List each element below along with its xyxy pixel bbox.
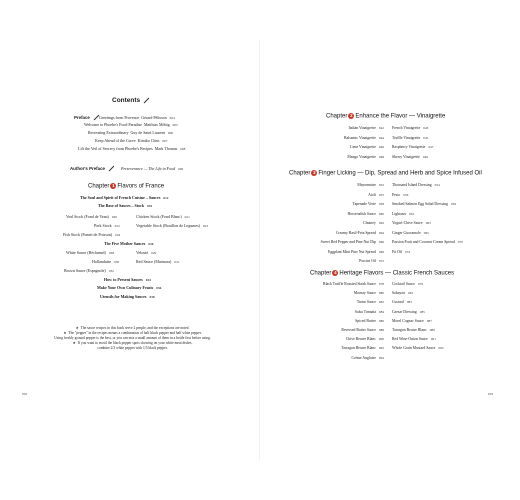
page-ref: 009 [178,167,184,171]
toc-item[interactable] [348,126,384,131]
toc-title: Creamy Basil-Feta Spread [335,230,376,235]
star-icon: ★ [63,331,67,335]
page-ref: 069 [378,249,384,254]
toc-item[interactable] [368,193,384,198]
contents-title-text: Contents [112,97,141,104]
page-ref: 080 [378,291,384,296]
toc-title: Sherry Vinaigrette [392,154,420,159]
page-ref: 048 [378,154,384,159]
contents-title [112,97,150,104]
page-ref: 070 [457,240,463,244]
page-ref: 086 [378,318,384,323]
page-ref: 008 [180,147,186,151]
page-ref: 088 [378,328,384,332]
toc-title: Salsa Tonnata [354,309,376,314]
toc-item[interactable] [341,328,384,333]
page-ref: 084 [378,309,384,314]
toc-item[interactable] [328,250,384,255]
author-preface-label [70,166,115,171]
preface-item[interactable] [84,122,178,128]
page-ref: 065 [423,230,429,235]
toc-title: The Five Mother Sauces [104,241,146,246]
page-ref: 083 [406,300,412,305]
toc-item[interactable] [392,145,433,150]
toc-item[interactable] [354,291,384,296]
page-ref: 016 [147,204,153,208]
toc-item[interactable] [344,136,384,141]
page-ref: 055 [378,192,384,197]
toc-item[interactable] [392,126,428,131]
page-ref: 026 [148,242,154,246]
toc-title: Caesar Dressing [392,309,417,314]
toc-item[interactable] [392,183,440,188]
page-ref: 062 [378,221,384,225]
toc-item[interactable] [392,300,412,305]
author-preface-title: Perseverance — The Life in Food [121,166,176,171]
page-ref: 036 [156,286,162,290]
toc-item[interactable] [355,310,384,315]
page-ref: 090 [378,337,384,342]
toc-item[interactable] [94,223,120,229]
toc-title: Yogurt-Chive Sauce [392,221,423,225]
page-ref: 021 [184,215,190,219]
page-ref: 054 [434,183,440,187]
toc-title: Whole Grain Mustard Sauce [392,346,436,351]
page-ref: 045 [423,135,429,140]
toc-title: Red Sauce (Marinara) [136,259,172,264]
toc-title: Morel Cognac Sauce [392,318,424,323]
page-ref: 007 [162,139,168,143]
page-ref: 049 [422,154,428,159]
page-ref: 052 [378,183,384,187]
toc-item[interactable] [357,183,384,188]
page-ref: 093 [438,346,444,351]
toc-title: Chutney [363,221,376,225]
chapter-prefix: Chapter [88,183,110,190]
page-ref: 044 [378,135,384,140]
toc-item[interactable] [63,232,120,238]
star-icon: ★ [72,341,76,345]
toc-title: Red Wine-Onion Sauce [392,337,428,342]
toc-item[interactable] [392,136,428,141]
page-ref: 058 [378,202,384,206]
toc-item[interactable] [392,212,414,217]
toc-title: Sweet Red Pepper and Pine Nut Dip [320,240,376,244]
toc-item[interactable] [392,202,456,207]
toc-item[interactable] [348,212,384,217]
note-text: Using freshly ground pepper is the best, or you can mix a small amount of them in a bottle first before using. [54,336,211,340]
page-ref: 085 [419,309,425,314]
preface-item[interactable] [78,146,185,152]
page-ref: 089 [429,328,435,332]
toc-item[interactable] [359,259,384,264]
page-number-left: 002 [22,392,28,396]
preface-title: Greetings from Provence [99,115,140,120]
page-ref: 072 [378,259,384,263]
page-ref: 059 [450,202,456,206]
toc-title: Tapenade Verte [352,202,376,206]
notes-block [40,326,225,351]
preface-author: Matthias Möbig [143,122,170,127]
toc-title: Pork Stock [94,223,112,228]
toc-item[interactable] [357,300,384,305]
toc-title: The Soul and Spirit of French Cuisine – Sauces [80,195,161,200]
toc-item[interactable] [136,250,156,256]
chapter-prefix: Chapter [310,270,332,277]
toc-item[interactable] [392,328,435,333]
note-text: The sauce recipes in this book serve 2 people, and the exceptions are noted. [80,326,190,330]
page-number-right: 003 [488,392,494,396]
right-page [260,0,520,500]
toc-item[interactable] [341,346,384,351]
toc-title: Pesto [392,192,401,197]
preface-title: Welcome to Phoebe's Food Paradise [84,122,142,127]
toc-item[interactable] [392,193,408,198]
toc-title: Mayonnaise [357,183,376,187]
preface-item[interactable] [95,138,167,144]
toc-item[interactable] [350,145,384,150]
toc-title: Passion Fruit and Coconut Cream Spread [392,240,455,244]
page-ref: 091 [430,337,436,342]
chapter-3-heading [289,170,482,177]
page-ref: 094 [378,355,384,360]
author-preface-label-text: Author's Preface [70,166,105,171]
page-ref: 006 [167,131,173,135]
chapter-title: Finger Licking — Dip, Spread and Herb and Spice Infused Oil [318,170,482,177]
page-ref: 081 [408,291,414,296]
toc-title: French Vinaigrette [392,126,421,130]
toc-item[interactable] [104,277,151,283]
star-icon: ★ [75,326,79,330]
preface-author: Kimiko Chen [137,138,160,143]
toc-title: Reversed Butter Sauce [341,328,376,332]
note-line [40,346,225,351]
toc-title: Sabayon [392,291,406,296]
toc-item[interactable] [66,250,114,256]
toc-title: Balsamic Vinaigrette [344,135,376,140]
toc-item[interactable] [136,259,179,265]
toc-title: Velouté [136,250,149,255]
toc-item[interactable] [352,356,384,361]
toc-item[interactable] [98,203,152,209]
toc-item[interactable] [100,294,155,300]
preface-author: Guy de Saint Laurent [130,130,165,135]
page-ref: 034 [145,278,151,282]
toc-item[interactable] [392,250,410,255]
toc-item[interactable] [392,310,425,315]
page-ref: 004 [169,116,175,120]
toc-item[interactable] [336,231,384,236]
preface-author: Gérard Pélisson [141,115,167,120]
toc-title: Lightaser [392,211,407,216]
toc-item[interactable] [392,346,443,351]
toc-title: Mornay Sauce [353,291,376,296]
author-preface-item[interactable] [121,166,183,172]
page-ref: 047 [428,145,434,150]
toc-title: Raspberry Vinaigrette [392,145,426,150]
chapter-4-heading [310,270,454,277]
toc-title: Fish Stock (Fumet de Poisson) [63,232,113,237]
chapter-title: Flavors of France [117,183,165,190]
toc-title: Spiced Butter [355,318,376,323]
page-ref: 020 [111,215,117,219]
page-ref: 032 [108,269,114,273]
toc-item[interactable] [392,319,432,324]
toc-title: Make Your Own Culinary Feasts [97,285,154,290]
chapter-prefix: Chapter [289,170,311,177]
toc-item[interactable] [392,282,423,287]
toc-item[interactable] [346,337,384,342]
toc-title: Tarragon Beurre Blanc [341,346,376,351]
page-ref: 023 [202,224,209,228]
toc-item[interactable] [97,285,161,291]
toc-title: Black Truffle Roasted Steak Sauce [323,282,376,286]
pen-icon [144,97,150,103]
chapter-number-badge: 2 [350,113,353,118]
toc-title: Utensils for Making Sauces [100,294,147,299]
page-ref: 074 [405,249,411,254]
page-ref: 030 [114,260,120,264]
preface-item[interactable] [88,130,173,136]
preface-title: Lift the Veil of Secrecy from Phoebe's Recipes [78,146,153,151]
page-ref: 066 [378,240,384,244]
note-text: If you want to avoid the black pepper spots showing on your white meat dishes, [77,341,193,345]
toc-item[interactable] [136,214,190,220]
toc-title: White Sauce (Béchamel) [66,250,106,255]
page-ref: 022 [114,224,120,228]
toc-title: Eggplant Mint Pine Nut Spread [328,249,376,254]
page-ref: 064 [378,230,384,235]
chapter-1-heading [88,183,164,190]
page-ref: 092 [378,346,384,351]
preface-label-text: Preface [74,115,90,120]
chapter-number-badge: 4 [334,270,337,275]
preface-item[interactable] [99,115,175,121]
toc-item[interactable] [347,155,384,160]
toc-item[interactable] [136,223,208,229]
toc-title: Chive Beurre Blanc [345,337,376,342]
toc-title: Tartar Sauce [356,300,376,305]
toc-title: Lime Vinaigrette [350,145,376,150]
preface-title: Keep Ahead of the Curve [95,138,136,143]
toc-title: Mango Vinaigrette [347,154,376,159]
toc-title: Chicken Stock (Fond Blanc) [136,214,182,219]
toc-title: Thousand Island Dressing [392,183,432,187]
toc-title: Vegetable Stock (Bouillon de Legumes) [136,223,200,228]
page-ref: 079 [417,282,423,286]
toc-title: The Base of Sauces – Stock [98,203,145,208]
toc-item[interactable] [392,221,431,226]
toc-title: Fit Oil [392,249,403,254]
chapter-prefix: Chapter [326,113,348,120]
toc-title: Horseradish Sauce [347,211,376,216]
toc-item[interactable] [392,155,428,160]
toc-title: Ginger Guacamole [392,230,421,235]
toc-item[interactable] [392,291,413,296]
page-ref: 063 [425,221,431,225]
chapter-2-heading [326,113,445,120]
page-ref: 038 [149,295,155,299]
toc-title: How to Present Sauces [104,277,143,282]
toc-title: Truffle Vinaigrette [392,135,421,140]
toc-item[interactable] [321,240,384,245]
page-ref: 024 [115,233,121,237]
chapter-number-badge: 3 [313,170,316,175]
toc-title: Brown Sauce (Espagnole) [64,268,106,273]
toc-item[interactable] [323,282,384,287]
page-ref: 028 [108,251,115,255]
toc-title: Smoked Salmon Egg Salad Dressing [392,202,448,206]
toc-item[interactable] [353,202,384,207]
page-ref: 043 [423,126,429,130]
preface-label [74,115,100,120]
chapter-number-badge: 1 [112,183,115,188]
toc-item[interactable] [392,240,463,245]
toc-item[interactable] [92,259,119,265]
toc-title: Cocktail Sauce [392,282,415,286]
note-text: The "pepper" in the recipes means a combination of half black pepper and half white pepper. [68,331,202,335]
preface-author: Mark Thomas [154,146,178,151]
toc-title: Veal Stock (Fond de Veau) [66,214,109,219]
page-ref: 046 [378,145,384,150]
toc-title: Hollandaise [92,259,112,264]
toc-item[interactable] [392,337,436,342]
page-ref: 060 [378,211,384,216]
chapter-title: Enhance the Flavor — Vinaigrette [355,113,446,120]
note-text: combine 2/3 white pepper with 1/3 black pepper. [97,346,168,350]
page-ref: 042 [378,126,384,130]
page-ref: 078 [378,282,384,286]
toc-item[interactable] [392,231,429,236]
page-ref: 056 [403,192,409,197]
pen-icon [109,166,115,172]
toc-item[interactable] [363,221,384,226]
toc-title: Crème Anglaise [351,355,376,360]
toc-item[interactable] [66,214,117,220]
page-ref: 029 [151,251,157,255]
page-ref: 061 [409,211,415,216]
toc-item[interactable] [80,195,168,201]
toc-title: Custard [392,300,404,305]
toc-item[interactable] [355,319,384,324]
preface-title: Recreating Extraordinary [88,130,129,135]
page-ref: 087 [426,318,432,323]
toc-title: Italian Vinaigrette [348,126,376,130]
toc-title: Tarragon Beurre Blanc [392,328,427,332]
page-ref: 005 [172,123,178,127]
page-ref: 012 [163,196,169,200]
toc-item[interactable] [104,241,153,247]
toc-title: Porcini Oil [359,259,376,263]
page-ref: 082 [378,300,384,305]
toc-title: Aioli [368,192,376,197]
chapter-title: Heritage Flavors — Classic French Sauces [339,270,455,277]
page-ref: 031 [174,260,180,264]
toc-item[interactable] [64,268,114,274]
